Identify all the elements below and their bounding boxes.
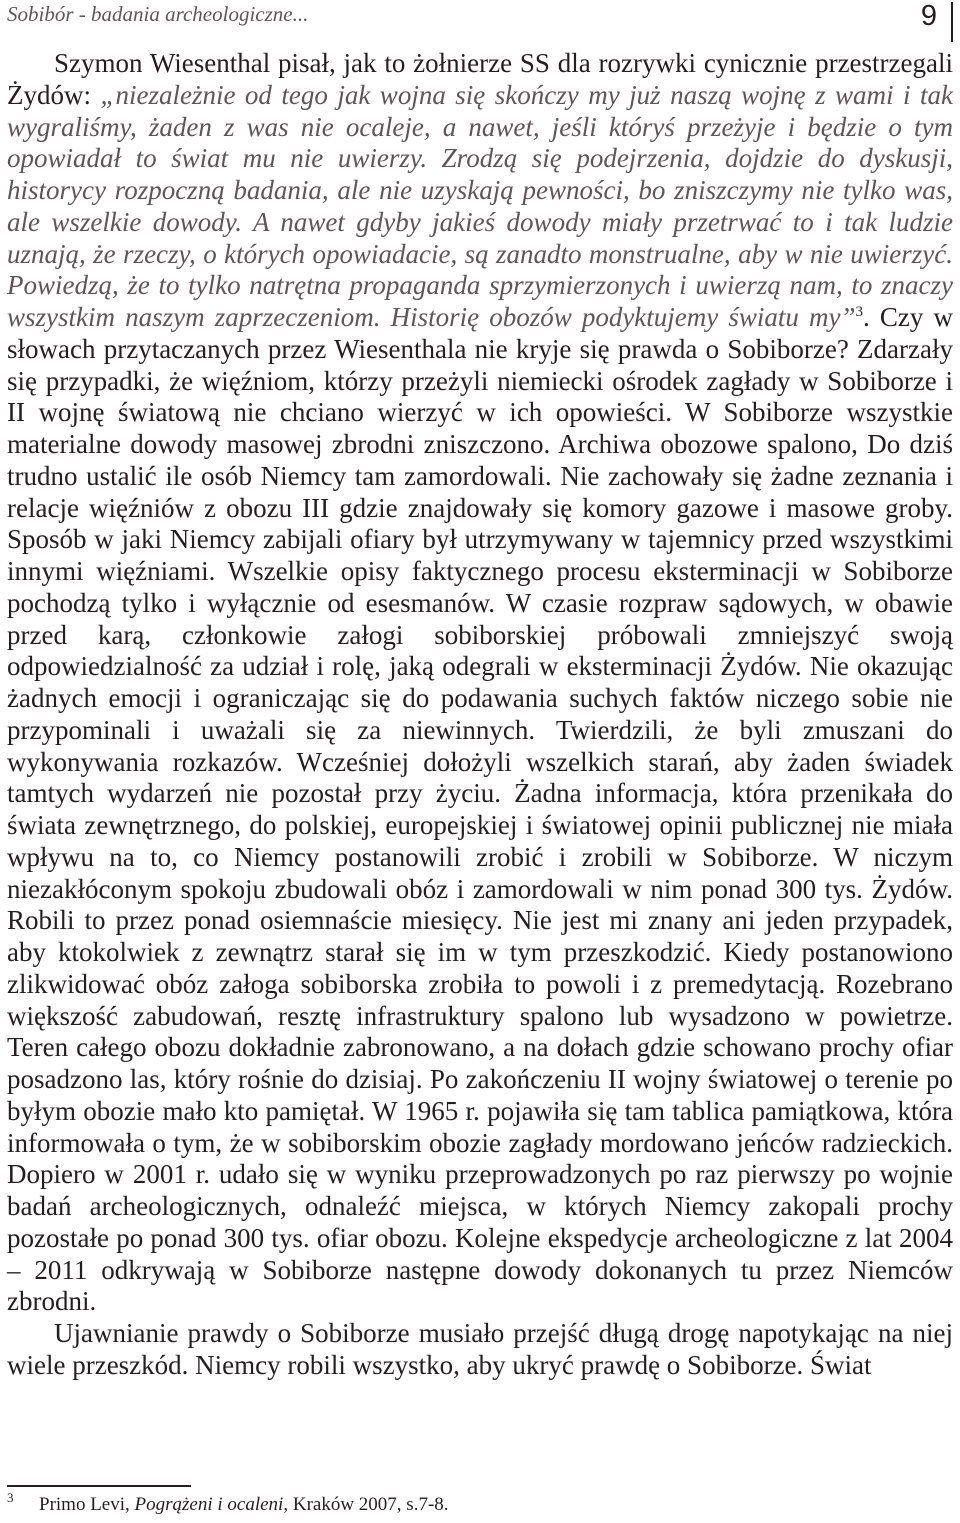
paragraph-1-intro: Szymon Wiesenthal pisał, jak to żołnierze SS dla rozrywki cynicznie przestrzegali Żydów: [7,48,953,110]
wiesenthal-quotation: „niezależnie od tego jak wojna się skończy my już naszą wojnę z wami i tak wygraliśmy, żaden z was nie ocaleje, a nawet, jeśli któryś przeżyje i będzie o tym opowiadał to świat mu nie uwierzy. Zrodzą się podejrzenia, dojdzie do dyskusji, historycy rozpoczną badania, ale nie uzyskają pewności, bo zniszczymy nie tylko was, ale wszelkie dowody. A nawet gdyby jakieś dowody miały przetrwać to i tak ludzie uznają, że rzeczy, o których opowiadacie, są zanadto monstrualne, aby w nie uwierzyć. Powiedzą, że to tylko natrętna propaganda sprzymierzonych i uwierzą nam, to znaczy wszystkim naszym zaprzeczeniom. Historię obozów podyktujemy światu my” [7,79,953,332]
footnote-citation [39,1493,449,1516]
footnote-separator [7,1485,191,1487]
footnote-reference: 3 [855,304,864,320]
footnote-book-title: Pogrążeni i ocaleni [134,1494,284,1515]
document-body [7,48,953,1382]
footnote-marker: 3 [7,1490,14,1505]
running-header [7,2,953,32]
header-vertical-rule [951,2,953,42]
body-paragraph-1 [7,48,953,1318]
footnote-author: Primo Levi, [39,1494,135,1515]
running-title: Sobibór - badania archeologiczne... [7,2,309,26]
paragraph-1-continuation: . Czy w słowach przytaczanych przez Wiesenthala nie kryje się prawda o Sobiborze? Zdarzały się przypadki, że więźniom, którzy przeżyli niemiecki ośrodek zagłady w Sobiborze i II wojnę światową nie chciano wierzyć w ich opowieści. W Sobiborze wszystkie materialne dowody masowej zbrodni zniszczono. Archiwa obozowe spalono, Do dziś trudno ustalić ile osób Niemcy tam zamordowali. Nie zachowały się żadne zeznania i relacje więźniów z obozu III gdzie znajdowały się komory gazowe i masowe groby. Sposób w jaki Niemcy zabijali ofiary był utrzymywany w tajemnicy przed wszystkimi innymi więźniami. Wszelkie opisy faktycznego procesu eksterminacji w Sobiborze pochodzą tylko i wyłącznie od esesmanów. W czasie rozpraw sądowych, w obawie przed karą, członkowie załogi sobiborskiej próbowali zmniejszyć swoją odpowiedzialność za udział i rolę, jaką odegrali w eksterminacji Żydów. Nie okazując żadnych emocji i ograniczając się do podawania suchych faktów niczego sobie nie przypominali i uważali się za niewinnych. Twierdzili, że byli zmuszani do wykonywania rozkazów. Wcześniej dołożyli wszelkich starań, aby żaden świadek tamtych wydarzeń nie pozostał przy życiu. Żadna informacja, która przenikała do świata zewnętrznego, do polskiej, europejskiej i światowej opinii publicznej nie miała wpływu na to, co Niemcy postanowili zrobić i zrobili w Sobiborze. W niczym niezakłóconym spokoju zbudowali obóz i zamordowali w nim ponad 300 tys. Żydów. Robili to przez ponad osiemnaście miesięcy. Nie jest mi znany ani jeden przypadek, aby ktokolwiek z zewnątrz starał się im w tym przeszkodzić. Kiedy postanowiono zlikwidować obóz załoga sobiborska zrobiła to powoli i z premedytacją. Rozebrano większość zabudowań, resztę infrastruktury spalono lub wysadzono w powietrze. Teren całego obozu dokładnie zabronowano, a na dołach gdzie schowano prochy ofiar posadzono las, który rośnie do dzisiaj. Po zakończeniu II wojny światowej o terenie po byłym obozie mało kto pamiętał. W 1965 r. pojawiła się tam tablica pamiątkowa, która informowała o tym, że w sobiborskim obozie zagłady mordowano jeńców radzieckich. Dopiero w 2001 r. udało się w wyniku przeprowadzonych po raz pierwszy po wojnie badań archeologicznych, odnaleźć miejsca, w których Niemcy zakopali prochy pozostałe po ponad 300 tys. ofiar obozu. Kolejne ekspedycje archeologiczne z lat 2004 – 2011 odkrywają w Sobiborze następne dowody dokonanych tu przez Niemców zbrodni. [7,302,953,1317]
footnote-publication: , Kraków 2007, s.7-8. [283,1494,449,1515]
page-number: 9 [920,0,937,32]
body-paragraph-2: Ujawnianie prawdy o Sobiborze musiało przejść długą drogę napotykając na niej wiele przeszkód. Niemcy robili wszystko, aby ukryć prawdę o Sobiborze. Świat [7,1318,953,1380]
